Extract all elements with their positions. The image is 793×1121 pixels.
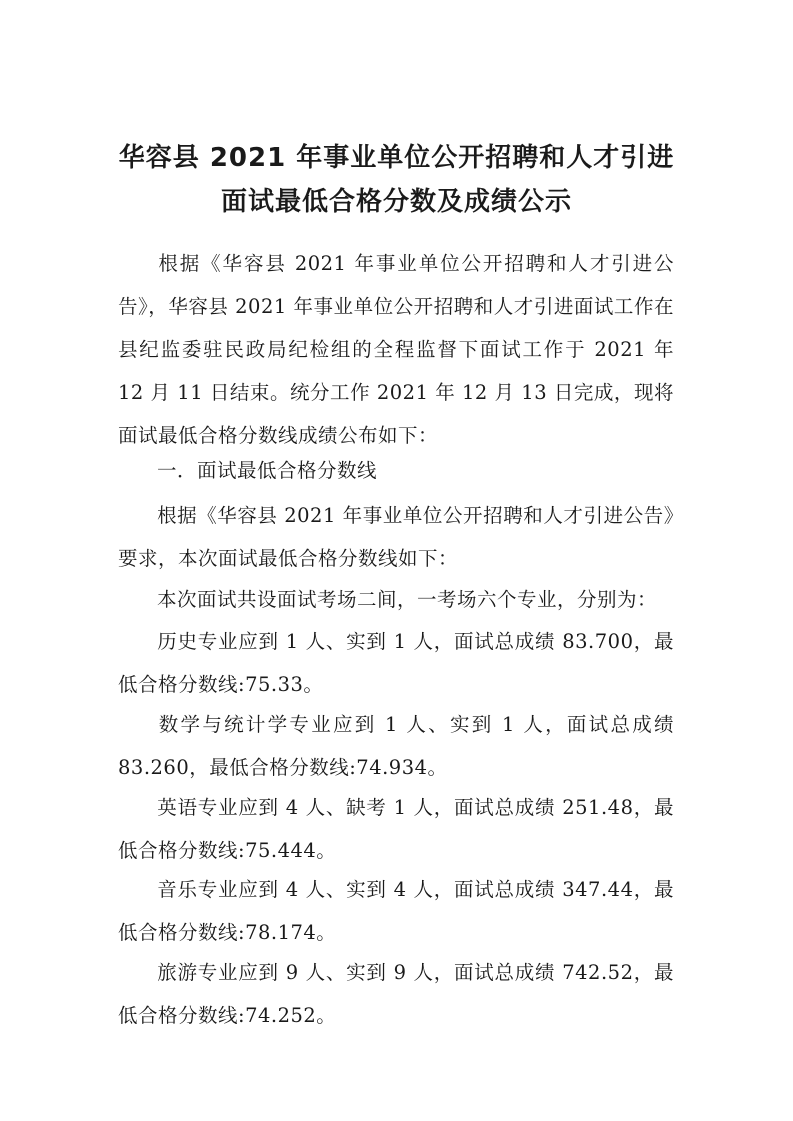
document-title-line-1: 华容县 2021 年事业单位公开招聘和人才引进	[118, 143, 675, 173]
major-paragraph-music	[118, 868, 674, 954]
major-text: 音乐专业应到 4 人、实到 4 人，面试总成绩 347.44，最低合格分数线:78.174。	[118, 878, 674, 944]
section-1-heading-text: 一．面试最低合格分数线	[157, 459, 378, 482]
major-paragraph-history	[118, 620, 674, 706]
basis-text: 根据《华容县 2021 年事业单位公开招聘和人才引进公告》要求，本次面试最低合格分数线如下：	[118, 504, 674, 570]
exam-rooms-text: 本次面试共设面试考场二间，一考场六个专业，分别为：	[157, 588, 658, 611]
intro-text: 根据《华容县 2021 年事业单位公开招聘和人才引进公告》，华容县 2021 年事业单位公开招聘和人才引进面试工作在县纪监委驻民政局纪检组的全程监督下面试工作于 2021 年 12 月 11 日结束。统分工作 2021 年 12 月 13 日完成，现将面试最低合格分数线成绩公布如下：	[118, 252, 674, 447]
basis-paragraph	[118, 494, 674, 580]
major-text: 数学与统计学专业应到 1 人、实到 1 人，面试总成绩 83.260，最低合格分数线:74.934。	[118, 713, 674, 779]
major-text: 旅游专业应到 9 人、实到 9 人，面试总成绩 742.52，最低合格分数线:74.252。	[118, 961, 674, 1027]
major-paragraph-math-statistics	[118, 703, 674, 789]
document-title-line-2: 面试最低合格分数及成绩公示	[220, 187, 572, 217]
major-paragraph-tourism	[118, 951, 674, 1037]
section-1-heading	[118, 449, 674, 492]
major-text: 历史专业应到 1 人、实到 1 人，面试总成绩 83.700，最低合格分数线:75.33。	[118, 630, 674, 696]
major-paragraph-english	[118, 786, 674, 872]
major-text: 英语专业应到 4 人、缺考 1 人，面试总成绩 251.48，最低合格分数线:75.444。	[118, 796, 674, 862]
intro-paragraph	[118, 242, 674, 457]
exam-rooms-paragraph	[118, 578, 674, 621]
